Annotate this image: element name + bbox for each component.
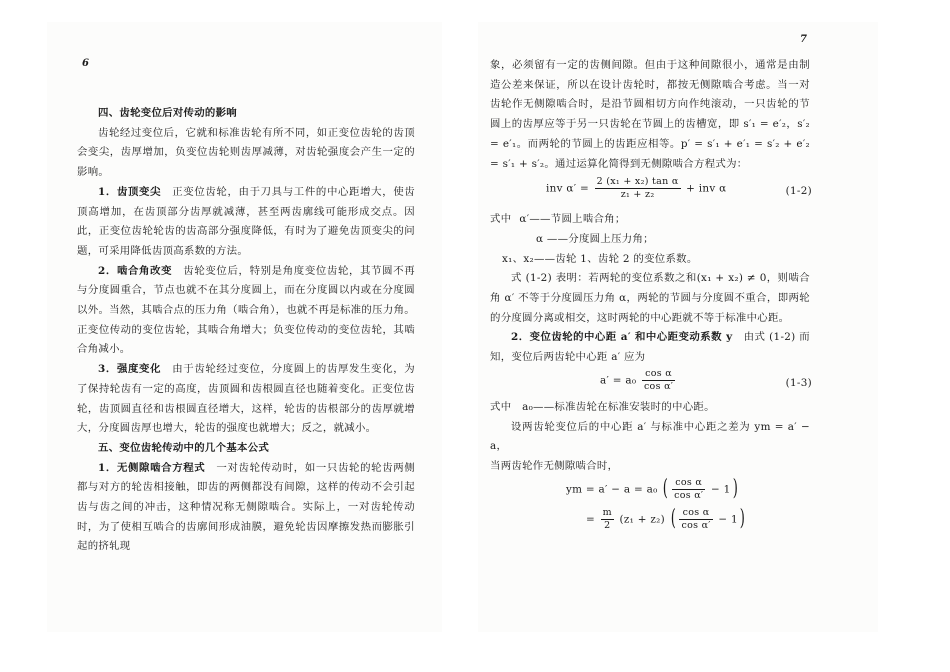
intro-paragraph: 齿轮经过变位后，它就和标准齿轮有所不同，如正变位齿轮的齿顶会变尖，齿厚增加，负变位齿轮则齿厚减薄，对齿轮强度会产生一定的影响。 (77, 126, 415, 179)
item-5-1-paragraph (77, 459, 415, 558)
where-alpha-prime: α′——节圆上啮合角； (519, 213, 626, 226)
eq2-label: (1-3) (785, 376, 812, 389)
eq2-lhs: a′ = a₀ (600, 374, 637, 387)
eq3-tail: − 1 (711, 483, 731, 496)
item-2-paragraph (490, 328, 810, 367)
equation-ym (490, 477, 810, 507)
eq1-lhs: inv α′ = (546, 182, 589, 195)
eq3-lhs: ym = a′ − a = a₀ (566, 483, 658, 496)
equation-1-2 (490, 174, 810, 210)
right-text-column (490, 56, 810, 537)
item-1-text: 正变位齿轮，由于刀具与工件的中心距增大，使齿顶高增加，在齿顶部分齿厚就减薄，甚至两齿廓线可能形成交点。因此，正变位齿轮轮齿的齿高部分强度降低，有时为了避免齿顶变尖的问题，可采用降低齿顶高系数的方法。 (77, 185, 415, 257)
eq4-mid: (z₁ + z₂) (619, 513, 665, 526)
eq3-denominator: cos α′ (674, 489, 704, 501)
eq1-rhs: + inv α (686, 182, 727, 195)
item-1-paragraph (77, 183, 415, 262)
item-2-title: 2．变位齿轮的中心距 a′ 和中心距变动系数 y (511, 331, 733, 344)
where-x: x₁、x₂——齿轮 1、齿轮 2 的变位系数。 (502, 252, 698, 265)
continuation-paragraph: 象，必须留有一定的齿侧间隙。但由于这种间隙很小，通常是由制造公差来保证，所以在设计齿轮时，都按无侧隙啮合考虑。当一对齿轮作无侧隙啮合时，是沿节圆相切方向作纯滚动，一只齿轮的节圆上的齿厚应等于另一只齿轮在节圆上的齿槽宽，即 s′₁ = e′₂，s′₂ = e′₁。而两轮的节圆上的齿距应相等。p′ = s′₁ + e′₁ = s′₂ + e′₂ = s′₁ + s′₂。通过运算化简得到无侧隙啮合方程式为： (490, 59, 810, 170)
eq4-denominator: cos α′ (681, 519, 711, 531)
page-number: 7 (800, 34, 807, 45)
eq2-fraction (642, 368, 675, 393)
equation-ym-expanded (490, 507, 810, 537)
right-page (478, 22, 878, 632)
section-heading-5: 五、变位齿轮传动中的几个基本公式 (98, 441, 270, 454)
where-alpha: α ——分度圆上压力角； (536, 232, 654, 245)
item-2-paragraph (77, 262, 415, 361)
where-a0: 式中 a₀——标准齿轮在标准安装时的中心距。 (490, 400, 715, 413)
eq4-numerator: cos α (679, 507, 712, 520)
right-paren: ) (739, 506, 746, 532)
left-page (47, 22, 442, 632)
left-paren: ( (670, 506, 676, 532)
difference-paragraph: 设两齿轮变位后的中心距 a′ 与标准中心距之差为 ym = a′ − a， (490, 420, 810, 453)
item-1-title: 1．齿顶变尖 (98, 185, 162, 198)
item-3-title: 3．强度变化 (98, 363, 162, 376)
item-3-paragraph (77, 360, 415, 439)
left-text-column (77, 104, 415, 557)
eq1-numerator: 2 (x₁ + x₂) tan α (596, 176, 679, 188)
item-2-text: 由式 (1-2) 而知，变位后两齿轮中心距 a′ 应为 (490, 331, 811, 364)
section-heading-4: 四、齿轮变位后对传动的影响 (98, 107, 237, 119)
explanation-paragraph: 式 (1-2) 表明：若两轮的变位系数之和(x₁ + x₂) ≠ 0，则啮合角 α′ 不等于分度圆压力角 α，两轮的节圆与分度圆不重合，即两轮的分度圆分离或相交，这时两轮的中心距就不等于标准中心距。 (490, 272, 810, 324)
eq4-m-fraction (601, 507, 614, 532)
item-5-1-title: 1．无侧隙啮合方程式 (98, 461, 206, 474)
eq4-m-numerator: m (602, 506, 612, 518)
where-line-1 (490, 210, 810, 230)
eq3-fraction (672, 477, 705, 502)
eq2-denominator: cos α′ (643, 380, 674, 392)
equation-1-3 (490, 368, 810, 398)
eq4-m-denominator: 2 (604, 519, 611, 531)
left-paren: ( (662, 476, 669, 502)
eq4-tail: − 1 (718, 513, 738, 526)
eq2-numerator: cos α (642, 368, 675, 381)
eq1-denominator: z₁ + z₂ (620, 189, 655, 201)
where-label: 式中 (490, 213, 512, 226)
item-5-1-text: 一对齿轮传动时，如一只齿轮的轮齿两侧都与对方的轮齿相接触，即齿的两侧都没有间隙，这样的传动不会引起齿与齿之间的冲击，这种情况称无侧隙啮合。实际上，一对齿轮传动时，为了使相互啮合的齿廓间形成油膜，避免轮齿因摩擦发热而膨胀引起的挤轧现 (77, 461, 415, 553)
item-2-text: 齿轮变位后，特别是角度变位齿轮，其节圆不再与分度圆重合，节点也就不在其分度圆上，而在分度圆以内或在分度圆以外。当然，其啮合点的压力角（啮合角），也就不再是标准的压力角。正变位传动的变位齿轮，其啮合角增大；负变位传动的变位齿轮，其啮合角减小。 (77, 264, 415, 356)
eq1-fraction (595, 176, 681, 201)
eq4-fraction (679, 507, 712, 532)
right-paren: ) (732, 476, 738, 502)
page-number: 6 (82, 58, 89, 69)
eq3-numerator: cos α (672, 477, 705, 490)
eq4-lhs: = (586, 513, 596, 526)
no-backlash-line: 当两齿轮作无侧隙啮合时， (490, 459, 619, 472)
item-2-title: 2．啮合角改变 (98, 264, 173, 277)
item-3-text: 由于齿轮经过变位，分度圆上的齿厚发生变化，为了保持轮齿有一定的高度，齿顶圆和齿根圆直径也随着变化。正变位齿轮，齿顶圆直径和齿根圆直径增大，这样，轮齿的齿根部分的齿厚就增大，分度圆齿厚也增大，轮齿的强度也就增大；反之，就减小。 (77, 363, 415, 435)
eq1-label: (1-2) (785, 185, 812, 198)
